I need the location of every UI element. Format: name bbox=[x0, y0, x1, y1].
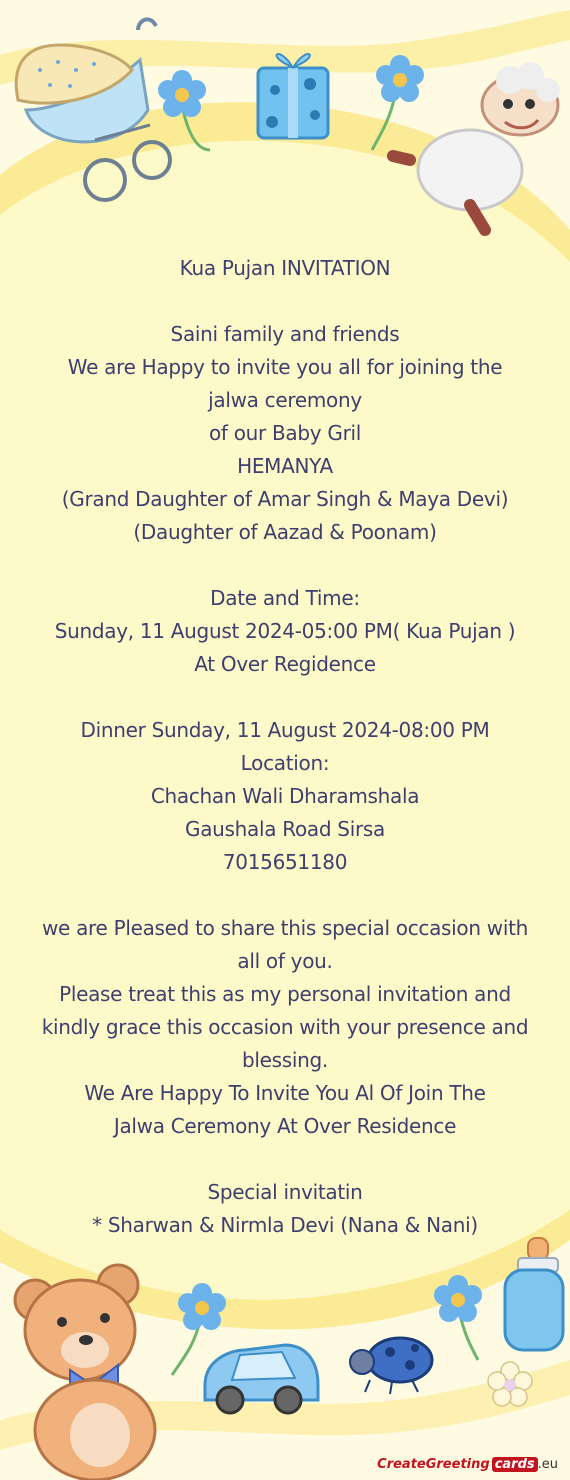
invitation-title: Kua Pujan INVITATION bbox=[179, 256, 391, 280]
invitation-line bbox=[20, 549, 550, 582]
brand-part-2: cards bbox=[492, 1457, 538, 1472]
invitation-line: At Over Regidence bbox=[194, 652, 376, 676]
invitation-line: we are Pleased to share this special occasion with bbox=[41, 916, 529, 940]
invitation-line: Please treat this as my personal invitation and bbox=[59, 982, 511, 1006]
invitation-line: Chachan Wali Dharamshala bbox=[150, 784, 420, 808]
brand-logo[interactable] bbox=[377, 1457, 558, 1472]
invitation-line: Dinner Sunday, 11 August 2024-08:00 PM bbox=[80, 718, 490, 742]
invitation-line: HEMANYA bbox=[237, 454, 333, 478]
invitation-line: Jalwa Ceremony At Over Residence bbox=[113, 1114, 457, 1138]
invitation-line: Special invitatin bbox=[207, 1180, 363, 1204]
invitation-text bbox=[20, 252, 550, 1242]
invitation-line: kindly grace this occasion with your presence and bbox=[41, 1015, 529, 1039]
invitation-line: We Are Happy To Invite You Al Of Join The bbox=[84, 1081, 486, 1105]
invitation-line: jalwa ceremony bbox=[208, 388, 362, 412]
invitation-line: We are Happy to invite you all for joining the bbox=[67, 355, 503, 379]
invitation-line: blessing. bbox=[242, 1048, 328, 1072]
invitation-line: 7015651180 bbox=[222, 850, 348, 874]
invitation-line: (Daughter of Aazad & Poonam) bbox=[133, 520, 437, 544]
invitation-line: * Sharwan & Nirmla Devi (Nana & Nani) bbox=[92, 1213, 478, 1237]
brand-part-3: .eu bbox=[537, 1457, 558, 1472]
invitation-line bbox=[20, 1143, 550, 1176]
invitation-line bbox=[20, 879, 550, 912]
invitation-line: of our Baby Gril bbox=[208, 421, 362, 445]
invitation-line: (Grand Daughter of Amar Singh & Maya Devi) bbox=[61, 487, 509, 511]
invitation-lines bbox=[20, 285, 550, 1242]
gift-box-icon bbox=[258, 54, 328, 138]
invitation-line: Saini family and friends bbox=[170, 322, 400, 346]
brand-part-1: CreateGreeting bbox=[377, 1457, 490, 1472]
invitation-line: Date and Time: bbox=[210, 586, 360, 610]
invitation-line: all of you. bbox=[237, 949, 333, 973]
invitation-line: Gaushala Road Sirsa bbox=[185, 817, 385, 841]
invitation-line: Sunday, 11 August 2024-05:00 PM( Kua Pujan ) bbox=[54, 619, 516, 643]
invitation-line bbox=[20, 285, 550, 318]
invitation-line bbox=[20, 681, 550, 714]
invitation-line: Location: bbox=[240, 751, 330, 775]
